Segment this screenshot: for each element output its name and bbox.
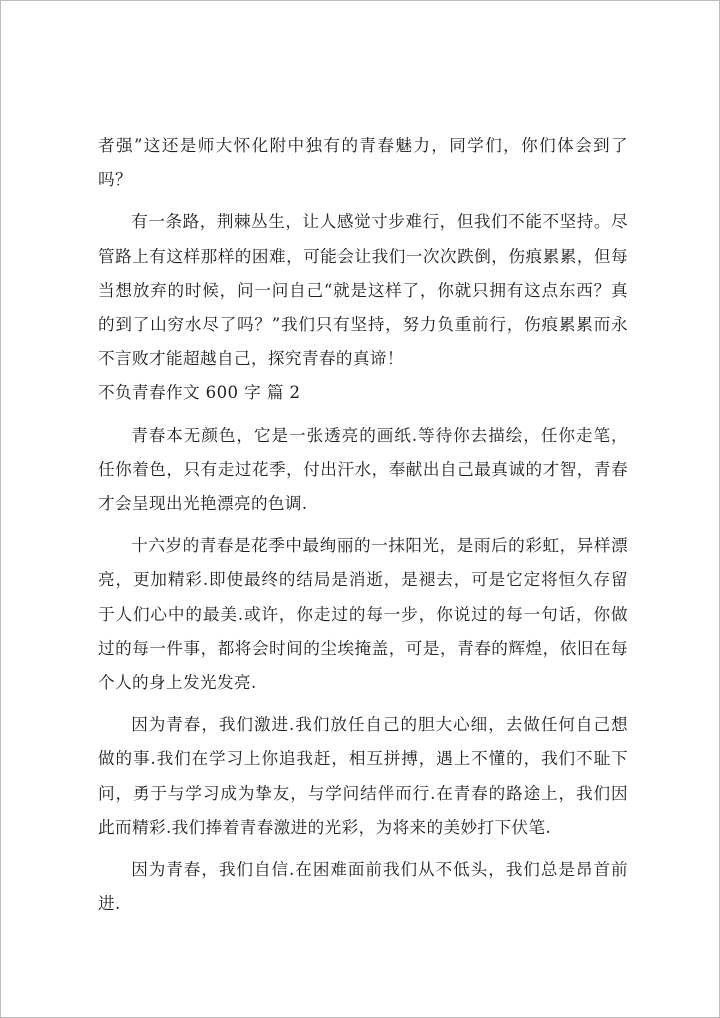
paragraph-confident: 因为青春，我们自信.在困难面前我们从不低头，我们总是昂首前进. — [98, 860, 628, 914]
paragraph-sixteen: 十六岁的青春是花季中最绚丽的一抹阳光，是雨后的彩虹，异样漂亮，更加精彩.即使最终的结局是消逝，是褪去，可是它定将恒久存留于人们心中的最美.或许，你走过的每一步，你说过的每一句话，你做过的每一件事，都将会时间的尘埃掩盖，可是，青春的辉煌，依旧在每个人的身上发光发亮. — [98, 536, 628, 693]
section-heading: 不负青春作文 600 字 篇 2 — [98, 383, 301, 403]
paragraph-youth-color: 青春本无颜色，它是一张透亮的画纸.等待你去描绘，任你走笔，任你着色，只有走过花季，付出汗水，奉献出自己最真诚的才智，青春才会呈现出光艳漂亮的色调. — [98, 425, 628, 514]
paragraph-perseverance: 有一条路，荆棘丛生，让人感觉寸步难行，但我们不能不坚持。尽管路上有这样那样的困难，可能会让我们一次次跌倒，伤痕累累，但每当想放弃的时候，问一问自己“就是这样了，你就只拥有这点东西？真的到了山穷水尽了吗？”我们只有坚持，努力负重前行，伤痕累累而永不言败才能超越自己，探究青春的真谛！ — [98, 212, 628, 369]
document-body — [98, 129, 628, 921]
paragraph-continued: 者强”这还是师大怀化附中独有的青春魅力，同学们，你们体会到了吗？ — [98, 136, 628, 190]
paragraph-radical: 因为青春，我们激进.我们放任自己的胆大心细，去做任何自己想做的事.我们在学习上你追我赶，相互拼搏，遇上不懂的，我们不耻下问，勇于与学习成为挚友，与学问结伴而行.在青春的路途上，我们因此而精彩.我们捧着青春激进的光彩，为将来的美妙打下伏笔. — [98, 715, 628, 837]
